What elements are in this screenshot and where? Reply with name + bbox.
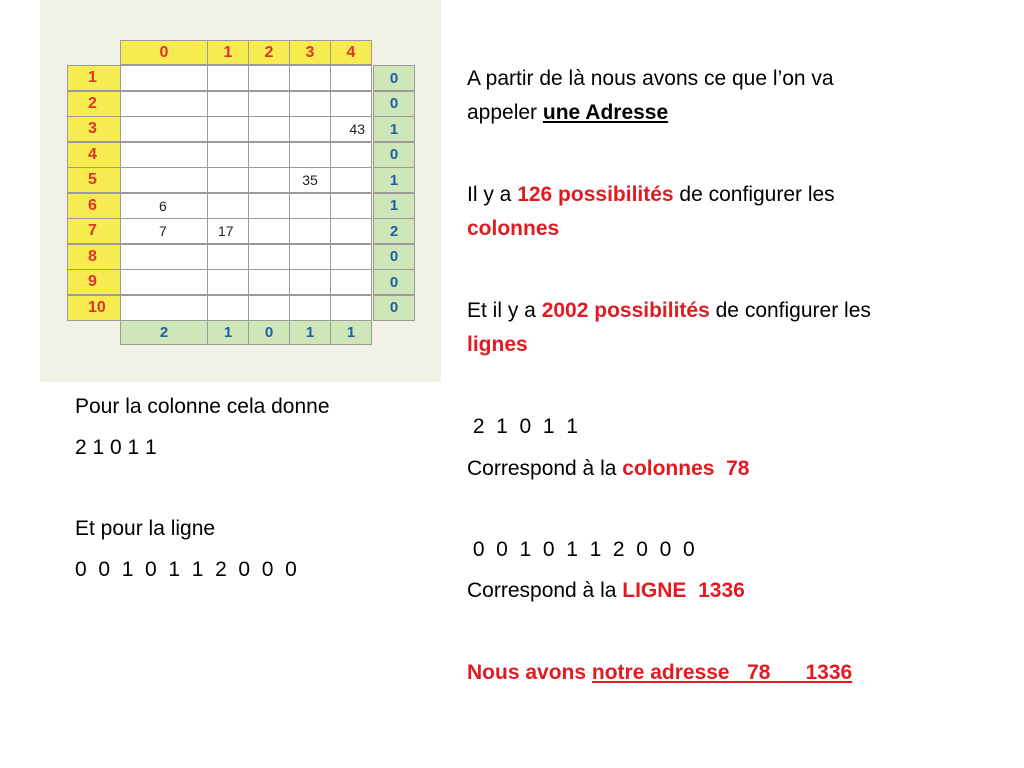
row-count-3: 1 <box>373 116 415 142</box>
grid-cell <box>120 142 208 168</box>
grid-cell <box>289 218 331 244</box>
left-line-3: Et pour la ligne <box>75 517 216 540</box>
right-p1-line-2 <box>467 96 668 130</box>
col-header-1: 1 <box>207 40 249 65</box>
grid-cell: 6 <box>120 193 208 219</box>
grid-cell <box>120 269 208 295</box>
grid-cell: 35 <box>289 167 331 193</box>
left-line-1: Pour la colonne cela donne <box>75 395 330 418</box>
grid-cell <box>207 65 249 91</box>
grid-cell <box>120 295 208 321</box>
grid-cell <box>330 167 372 193</box>
une-adresse-text: une Adresse <box>542 101 669 124</box>
corr1-prefix: Correspond à la <box>467 457 623 480</box>
row-header-1: 1 <box>67 65 121 91</box>
col-count-1: 1 <box>207 320 249 345</box>
row-count-8: 0 <box>373 244 415 270</box>
grid-cell <box>289 142 331 168</box>
right-p1-line-1: A partir de là nous avons ce que l’on va <box>467 67 834 90</box>
right-corr-col <box>467 452 749 486</box>
row-count-2: 0 <box>373 91 415 117</box>
grid-cell <box>330 65 372 91</box>
grid-cell <box>289 116 331 142</box>
grid-cell: 17 <box>207 218 249 244</box>
grid-cell: 43 <box>330 116 372 142</box>
p2-count: 126 possibilités <box>517 183 674 206</box>
grid-cell <box>207 193 249 219</box>
grid-cell <box>207 269 249 295</box>
right-final-address <box>467 656 852 690</box>
p3-count: 2002 possibilités <box>541 299 710 322</box>
grid-cell <box>330 91 372 117</box>
col-header-4: 4 <box>330 40 372 65</box>
grid-cell <box>289 269 331 295</box>
row-header-2: 2 <box>67 91 121 117</box>
right-seq-row: 0 0 1 0 1 1 2 0 0 0 <box>467 538 695 561</box>
row-count-6: 1 <box>373 193 415 219</box>
row-header-6: 6 <box>67 193 121 219</box>
grid-cell <box>207 116 249 142</box>
grid-cell <box>289 295 331 321</box>
right-seq-col: 2 1 0 1 1 <box>467 415 578 438</box>
row-count-5: 1 <box>373 167 415 193</box>
row-header-10: 10 <box>67 295 121 321</box>
right-p2-line-2 <box>467 212 559 246</box>
col-header-3: 3 <box>289 40 331 65</box>
corr2-prefix: Correspond à la <box>467 579 623 602</box>
row-header-7: 7 <box>67 218 121 244</box>
grid-cell <box>120 91 208 117</box>
grid-cell <box>330 142 372 168</box>
grid-cell: 7 <box>120 218 208 244</box>
grid-cell <box>330 244 372 270</box>
grid-cell <box>330 295 372 321</box>
right-corr-row <box>467 574 745 608</box>
col-count-2: 0 <box>248 320 290 345</box>
final-prefix: Nous avons <box>467 661 592 684</box>
row-count-9: 0 <box>373 269 415 295</box>
grid-cell <box>248 295 290 321</box>
row-header-4: 4 <box>67 142 121 168</box>
col-header-2: 2 <box>248 40 290 65</box>
right-p3-line-1 <box>467 294 871 328</box>
row-header-3: 3 <box>67 116 121 142</box>
right-p3-line-2 <box>467 328 528 362</box>
p3-lignes: lignes <box>467 333 528 356</box>
p2-prefix: Il y a <box>467 183 518 206</box>
grid-cell <box>207 142 249 168</box>
right-p2-line-1 <box>467 178 835 212</box>
grid-cell <box>207 244 249 270</box>
p2-suffix: de configurer les <box>673 183 835 206</box>
row-count-7: 2 <box>373 218 415 244</box>
grid-cell <box>120 244 208 270</box>
grid-cell <box>207 91 249 117</box>
row-header-9: 9 <box>67 269 121 295</box>
grid-cell <box>248 167 290 193</box>
corr1-value: colonnes 78 <box>622 457 750 480</box>
grid-cell <box>248 218 290 244</box>
row-count-1: 0 <box>373 65 415 91</box>
grid-cell <box>330 218 372 244</box>
grid-cell <box>330 193 372 219</box>
grid-cell <box>248 65 290 91</box>
grid-cell <box>248 193 290 219</box>
grid-cell <box>207 295 249 321</box>
grid-cell <box>248 244 290 270</box>
grid-cell <box>248 91 290 117</box>
grid-cell <box>248 269 290 295</box>
row-count-4: 0 <box>373 142 415 168</box>
grid-cell <box>120 167 208 193</box>
p3-suffix: de configurer les <box>709 299 871 322</box>
grid-cell <box>289 193 331 219</box>
p3-prefix: Et il y a <box>467 299 542 322</box>
grid-cell <box>248 142 290 168</box>
col-count-4: 1 <box>330 320 372 345</box>
row-header-5: 5 <box>67 167 121 193</box>
row-header-8: 8 <box>67 244 121 270</box>
p1-prefix: appeler <box>467 101 543 124</box>
p2-colonnes: colonnes <box>467 217 560 240</box>
grid-cell <box>120 65 208 91</box>
grid-cell <box>289 65 331 91</box>
grid-cell <box>289 244 331 270</box>
grid-figure <box>40 0 441 382</box>
grid-cell <box>207 167 249 193</box>
grid-cell <box>330 269 372 295</box>
left-line-4: 0 0 1 0 1 1 2 0 0 0 <box>75 558 297 581</box>
col-count-0: 2 <box>120 320 208 345</box>
corr2-value: LIGNE 1336 <box>622 579 745 602</box>
grid-cell <box>289 91 331 117</box>
col-count-3: 1 <box>289 320 331 345</box>
left-line-2: 2 1 0 1 1 <box>75 436 157 459</box>
grid-cell <box>120 116 208 142</box>
grid-cell <box>248 116 290 142</box>
row-count-10: 0 <box>373 295 415 321</box>
final-address: notre adresse 78 1336 <box>591 661 853 684</box>
col-header-0: 0 <box>120 40 208 65</box>
